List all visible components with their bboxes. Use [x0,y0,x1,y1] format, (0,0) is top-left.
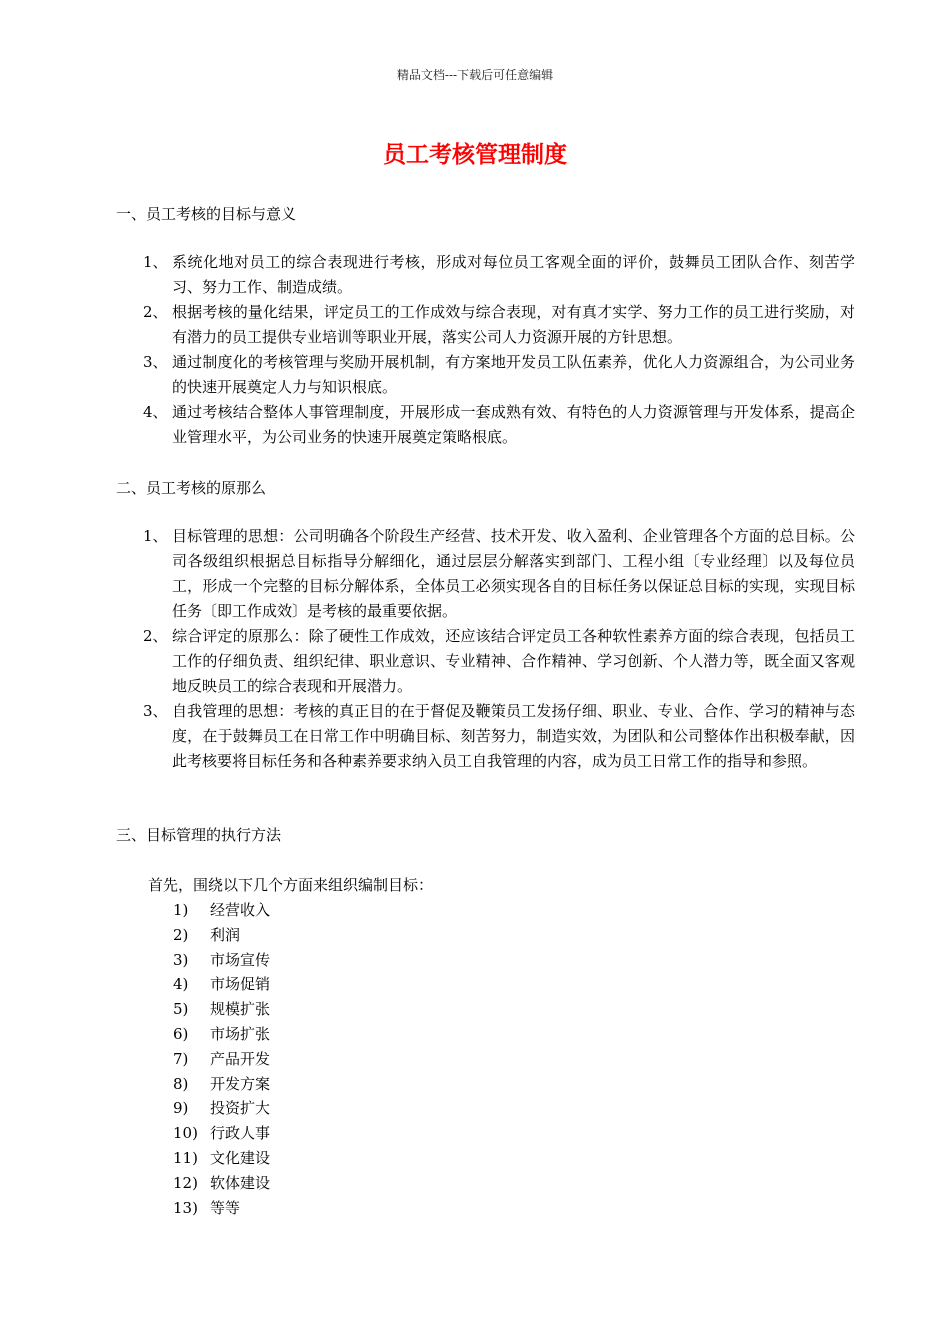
list-item [173,948,270,973]
list-number: 10) [173,1124,198,1143]
section-2-item [143,524,855,624]
list-text: 经营收入 [210,901,271,919]
list-text: 软体建设 [210,1173,271,1192]
section-2-item [143,699,855,774]
list-item [173,1047,270,1072]
item-number: 2、 [143,627,168,645]
item-text: 系统化地对员工的综合表现进行考核，形成对每位员工客观全面的评价，鼓舞员工团队合作、刻苦学习、努力工作、制造成绩。 [172,253,855,296]
item-number: 4、 [143,403,168,421]
list-number: 3) [173,950,189,969]
list-text: 产品开发 [210,1049,271,1068]
list-number: 2) [173,925,189,944]
list-item [173,1121,270,1146]
list-item [173,1022,270,1047]
list-item [173,1146,270,1171]
list-text: 规模扩张 [210,1000,271,1019]
list-number: 11) [173,1148,198,1167]
list-number: 13) [173,1198,198,1217]
item-text: 通过考核结合整体人事管理制度，开展形成一套成熟有效、有特色的人力资源管理与开发体系，提高企业管理水平，为公司业务的快速开展奠定策略根底。 [172,403,855,446]
item-number: 3、 [143,702,168,720]
item-text: 通过制度化的考核管理与奖励开展机制，有方案地开发员工队伍素养，优化人力资源组合，为公司业务的快速开展奠定人力与知识根底。 [172,353,855,396]
item-text: 目标管理的思想：公司明确各个阶段生产经营、技术开发、收入盈利、企业管理各个方面的总目标。公司各级组织根据总目标指导分解细化，通过层层分解落实到部门、工程小组〔专业经理〕以及每位员工，形成一个完整的目标分解体系，全体员工必须实现各自的目标任务以保证总目标的实现，实现目标任务〔即工作成效〕是考核的最重要依据。 [172,527,855,620]
list-text: 文化建设 [210,1148,271,1167]
section-2-item [143,624,855,699]
list-text: 利润 [210,925,241,944]
section-3-heading: 三、目标管理的执行方法 [116,826,282,844]
target-list [173,898,270,1220]
item-number: 3、 [143,353,168,371]
list-item [173,1171,270,1196]
section-1-item [143,350,855,400]
item-number: 1、 [143,253,168,271]
item-text: 综合评定的原那么：除了硬性工作成效，还应该结合评定员工各种软性素养方面的综合表现，包括员工工作的仔细负责、组织纪律、职业意识、专业精神、合作精神、学习创新、个人潜力等，既全面又客观地反映员工的综合表现和开展潜力。 [172,627,855,695]
list-text: 市场扩张 [210,1024,271,1043]
list-text: 开发方案 [210,1074,271,1093]
list-item [173,1096,270,1121]
list-item [173,972,270,997]
list-number: 4) [173,975,189,994]
section-1-item [143,300,855,350]
list-item [173,923,270,948]
section-1-item [143,400,855,450]
list-number: 7) [173,1049,189,1068]
list-text: 市场促销 [210,975,271,994]
item-number: 1、 [143,527,168,545]
list-text: 投资扩大 [210,1099,271,1118]
item-text: 自我管理的思想：考核的真正目的在于督促及鞭策员工发扬仔细、职业、专业、合作、学习的精神与态度，在于鼓舞员工在日常工作中明确目标、刻苦努力，制造实效，为团队和公司整体作出积极奉献，因此考核要将目标任务和各种素养要求纳入员工自我管理的内容，成为员工日常工作的指导和参照。 [172,702,855,770]
list-item [173,1196,270,1221]
item-number: 2、 [143,303,168,321]
list-text: 行政人事 [210,1124,271,1143]
section-1-item [143,250,855,300]
section-2-heading: 二、员工考核的原那么 [116,479,267,497]
item-text: 根据考核的量化结果，评定员工的工作成效与综合表现，对有真才实学、努力工作的员工进行奖励，对有潜力的员工提供专业培训等职业开展，落实公司人力资源开展的方针思想。 [172,303,855,346]
document-title: 员工考核管理制度 [383,142,567,168]
page-header: 精品文档---下载后可任意编辑 [396,68,554,82]
list-number: 5) [173,1000,189,1019]
list-item [173,1072,270,1097]
list-text: 市场宣传 [210,950,271,969]
list-item [173,997,270,1022]
list-number: 8) [173,1074,189,1093]
list-number: 1) [173,901,189,919]
list-number: 6) [173,1024,189,1043]
list-number: 12) [173,1173,198,1192]
section-1-heading: 一、员工考核的目标与意义 [116,205,297,223]
list-number: 9) [173,1099,189,1118]
list-text: 等等 [210,1198,241,1217]
list-item [173,898,270,923]
section-3-intro: 首先，围绕以下几个方面来组织编制目标： [148,876,434,894]
